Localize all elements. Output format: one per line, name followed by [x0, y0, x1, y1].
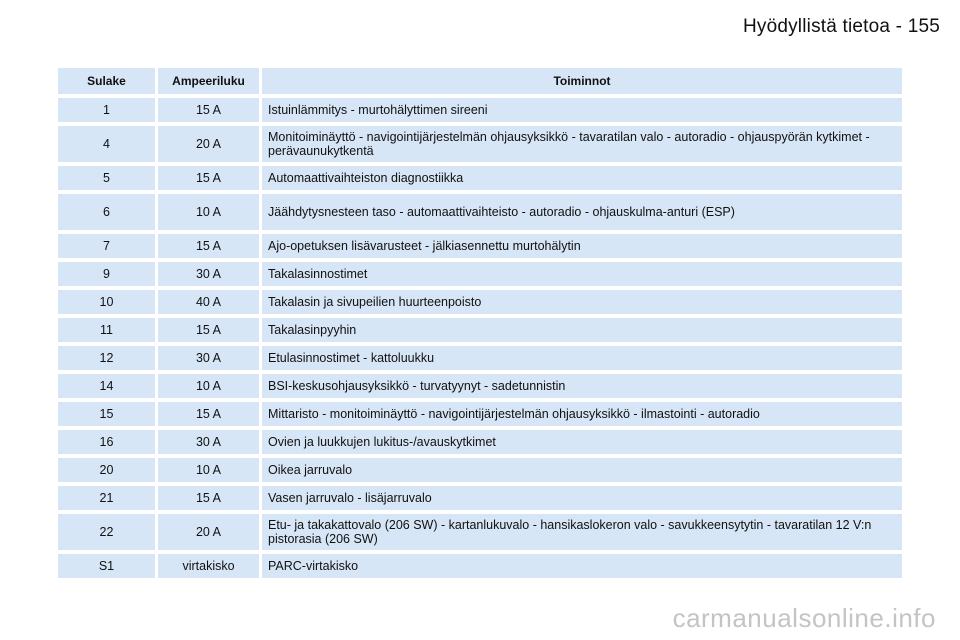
table-row — [58, 346, 902, 374]
fuse-number-cell: 16 — [58, 430, 158, 458]
table-row — [58, 194, 902, 234]
functions-cell: Istuinlämmitys - murtohälyttimen sireeni — [262, 98, 902, 126]
fuse-number-cell: 10 — [58, 290, 158, 318]
functions-cell: Oikea jarruvalo — [262, 458, 902, 486]
table-row — [58, 318, 902, 346]
amperage-cell: virtakisko — [158, 554, 262, 582]
table-row — [58, 234, 902, 262]
fuse-table — [58, 68, 902, 582]
fuse-number-cell: 14 — [58, 374, 158, 402]
functions-cell: Vasen jarruvalo - lisäjarruvalo — [262, 486, 902, 514]
page-number: 155 — [907, 16, 940, 37]
table-row — [58, 554, 902, 582]
functions-cell: Etu- ja takakattovalo (206 SW) - kartanlukuvalo - hansikaslokeron valo - savukkeensytytin - tavaratilan 12 V:n pistorasia (206 SW) — [262, 514, 902, 554]
table-row — [58, 290, 902, 318]
table-row — [58, 262, 902, 290]
fuse-number-cell: S1 — [58, 554, 158, 582]
fuse-number-cell: 21 — [58, 486, 158, 514]
table-row — [58, 98, 902, 126]
functions-cell: BSI-keskusohjausyksikkö - turvatyynyt - sadetunnistin — [262, 374, 902, 402]
amperage-cell: 30 A — [158, 262, 262, 290]
amperage-cell: 10 A — [158, 458, 262, 486]
watermark: carmanualsonline.info — [672, 603, 936, 633]
functions-cell: Jäähdytysnesteen taso - automaattivaihteisto - autoradio - ohjauskulma-anturi (ESP) — [262, 194, 902, 234]
column-header-amperage: Ampeeriluku — [158, 68, 262, 98]
functions-cell: Automaattivaihteiston diagnostiikka — [262, 166, 902, 194]
fuse-number-cell: 7 — [58, 234, 158, 262]
table-header-row — [58, 68, 902, 98]
table-row — [58, 126, 902, 166]
amperage-cell: 10 A — [158, 374, 262, 402]
functions-cell: Takalasinnostimet — [262, 262, 902, 290]
amperage-cell: 20 A — [158, 514, 262, 554]
table-row — [58, 458, 902, 486]
table-row — [58, 514, 902, 554]
functions-cell: PARC-virtakisko — [262, 554, 902, 582]
functions-cell: Takalasinpyyhin — [262, 318, 902, 346]
functions-cell: Etulasinnostimet - kattoluukku — [262, 346, 902, 374]
amperage-cell: 15 A — [158, 166, 262, 194]
amperage-cell: 30 A — [158, 430, 262, 458]
fuse-number-cell: 4 — [58, 126, 158, 166]
functions-cell: Takalasin ja sivupeilien huurteenpoisto — [262, 290, 902, 318]
fuse-number-cell: 15 — [58, 402, 158, 430]
amperage-cell: 30 A — [158, 346, 262, 374]
section-title: Hyödyllistä tietoa — [742, 16, 891, 37]
amperage-cell: 15 A — [158, 318, 262, 346]
amperage-cell: 20 A — [158, 126, 262, 166]
fuse-number-cell: 12 — [58, 346, 158, 374]
amperage-cell: 15 A — [158, 98, 262, 126]
amperage-cell: 15 A — [158, 402, 262, 430]
functions-cell: Monitoiminäyttö - navigointijärjestelmän ohjausyksikkö - tavaratilan valo - autoradio - ohjauspyörän kytkimet - perävaunukytkentä — [262, 126, 902, 166]
amperage-cell: 15 A — [158, 486, 262, 514]
fuse-number-cell: 11 — [58, 318, 158, 346]
fuse-number-cell: 5 — [58, 166, 158, 194]
table-row — [58, 374, 902, 402]
fuse-number-cell: 22 — [58, 514, 158, 554]
table-row — [58, 486, 902, 514]
column-header-functions: Toiminnot — [262, 68, 902, 98]
table-body — [58, 98, 902, 582]
fuse-number-cell: 1 — [58, 98, 158, 126]
table-row — [58, 402, 902, 430]
amperage-cell: 10 A — [158, 194, 262, 234]
header-separator: - — [895, 16, 903, 37]
functions-cell: Ovien ja luukkujen lukitus-/avauskytkimet — [262, 430, 902, 458]
functions-cell: Ajo-opetuksen lisävarusteet - jälkiasennettu murtohälytin — [262, 234, 902, 262]
fuse-number-cell: 9 — [58, 262, 158, 290]
table-row — [58, 430, 902, 458]
column-header-fuse: Sulake — [58, 68, 158, 98]
fuse-number-cell: 20 — [58, 458, 158, 486]
table-row — [58, 166, 902, 194]
amperage-cell: 15 A — [158, 234, 262, 262]
fuse-number-cell: 6 — [58, 194, 158, 234]
amperage-cell: 40 A — [158, 290, 262, 318]
page-header — [743, 16, 940, 38]
functions-cell: Mittaristo - monitoiminäyttö - navigointijärjestelmän ohjausyksikkö - ilmastointi - autoradio — [262, 402, 902, 430]
